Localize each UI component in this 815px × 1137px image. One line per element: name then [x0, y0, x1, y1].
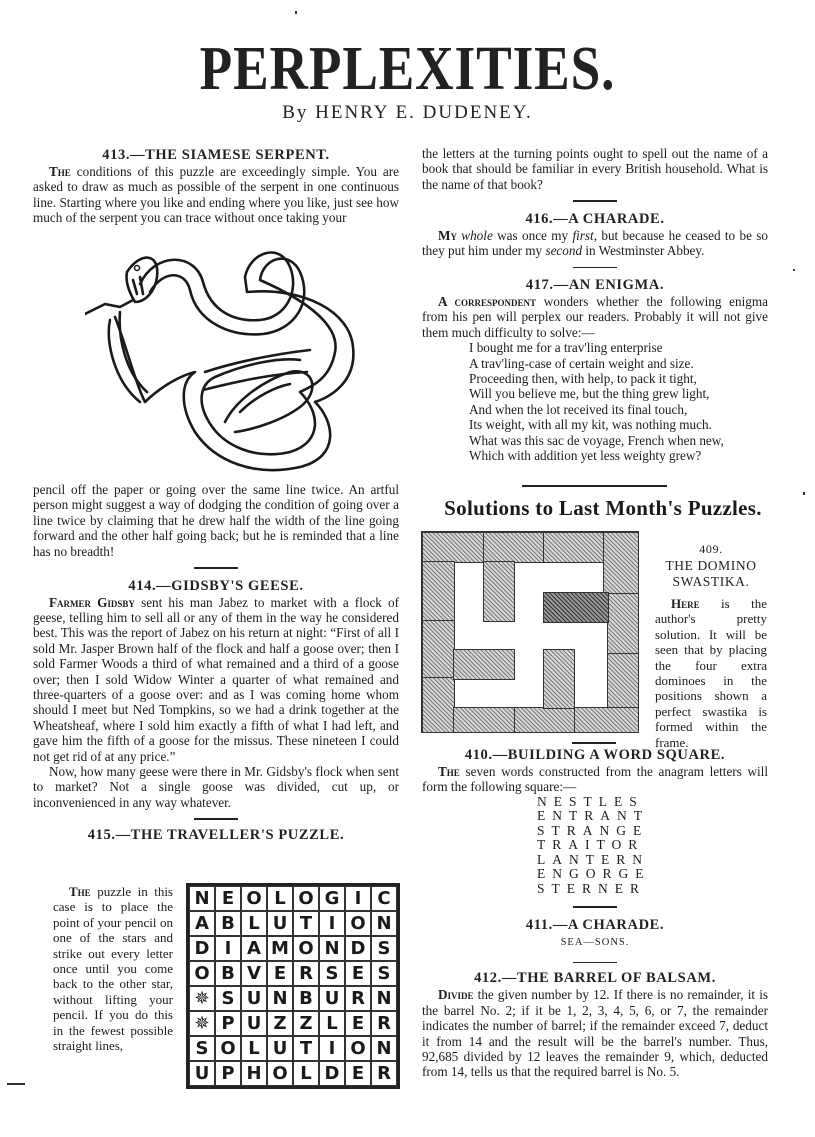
puzzle-417-text: [422, 294, 768, 340]
puzzle-416: [422, 210, 768, 259]
verse-line: Its weight, with all my kit, was nothing much.: [469, 417, 712, 433]
lead-word: Farmer Gidsby: [49, 594, 135, 610]
solution-411-answer: SEA—SONS.: [560, 936, 630, 948]
italic-word: first,: [572, 227, 597, 243]
grid-letter-cell: U: [319, 986, 345, 1011]
word-square-row: TRAITOR: [537, 837, 645, 853]
puzzle-415-text-block: [53, 884, 173, 1053]
verse-line: Proceeding then, with help, to pack it tight,: [469, 371, 697, 387]
grid-letter-cell: D: [345, 936, 371, 961]
text-run: in Westminster Abbey.: [585, 243, 705, 259]
solution-410: [422, 746, 768, 1080]
puzzle-415-text: [53, 884, 173, 1053]
text-run: but because he ceased to be so they put him under my: [422, 227, 768, 259]
grid-letter-cell: V: [241, 961, 267, 986]
star-cell: ✵: [189, 986, 215, 1011]
grid-letter-cell: C: [371, 886, 397, 911]
puzzle-415-body: puzzle in this case is to place the point of your pencil on one of the stars and strike out every letter once until you come back to the other star, without lifting your pencil. If you do this in the fewest possible straight lines,: [53, 884, 173, 1054]
domino: [574, 707, 639, 733]
puzzle-415-continuation: the letters at the turning points ought to spell out the name of a book that should be familiar in every British household. What is the name of that book?: [422, 146, 768, 192]
puzzle-413-text-continued: pencil off the paper or going over the same line twice. An artful person might suggest a way of dodging the condition of going over a line twice by claiming that he drew half the width of the line going forward and the other half going back; but he is reminded that a line has no breadth!: [33, 482, 399, 559]
grid-letter-cell: T: [293, 1036, 319, 1061]
italic-word: whole: [461, 227, 493, 243]
lead-word: The: [69, 884, 91, 899]
grid-letter-cell: L: [241, 1036, 267, 1061]
puzzle-413: [33, 146, 399, 226]
serpent-illustration: [85, 232, 395, 477]
grid-letter-cell: S: [215, 986, 241, 1011]
grid-letter-cell: U: [241, 986, 267, 1011]
grid-letter-cell: I: [319, 911, 345, 936]
solution-412-heading: 412.—THE BARREL OF BALSAM.: [474, 970, 716, 987]
grid-letter-cell: E: [215, 886, 241, 911]
domino: [422, 620, 455, 679]
serpent-eye: [135, 266, 140, 271]
solution-410-body: seven words constructed from the anagram letters will form the following square:—: [422, 764, 768, 795]
grid-letter-cell: S: [319, 961, 345, 986]
solution-410-text: [422, 764, 768, 795]
word-square-row: STRANGE: [537, 822, 649, 838]
domino: [422, 532, 485, 563]
puzzle-417-body: wonders whether the following enigma from his pen will perplex our readers. Probably it will not give them much difficulty to solve:—: [422, 294, 768, 340]
lead-word: My: [438, 227, 457, 243]
grid-letter-cell: N: [371, 1036, 397, 1061]
grid-letter-cell: B: [293, 986, 319, 1011]
serpent-body-outer: [115, 253, 353, 471]
word-square-row: ENGORGE: [537, 866, 651, 882]
lead-word: The: [438, 764, 460, 779]
solution-409-number: 409.: [699, 542, 723, 556]
grid-letter-cell: R: [371, 1011, 397, 1036]
italic-word: second: [545, 243, 583, 259]
grid-letter-cell: O: [189, 961, 215, 986]
domino-swastika-diagram: [421, 531, 639, 733]
grid-letter-cell: O: [293, 886, 319, 911]
grid-letter-cell: N: [371, 911, 397, 936]
domino: [543, 532, 605, 563]
word-square-row: ENTRANT: [537, 808, 649, 824]
solution-410-heading: 410.—BUILDING A WORD SQUARE.: [464, 747, 726, 763]
puzzle-413-heading: 413.—THE SIAMESE SERPENT.: [102, 147, 330, 163]
extra-domino: [483, 561, 515, 622]
lead-word: Divide: [438, 987, 474, 1003]
grid-letter-cell: U: [267, 911, 293, 936]
puzzle-414-question: Now, how many geese were there in Mr. Gidsby's flock when sent to market? Not a single goose was divided, cut up, or inconvenienced in any way whatever.: [33, 764, 399, 810]
grid-letter-cell: G: [319, 886, 345, 911]
word-square-row: NESTLES: [537, 793, 644, 809]
puzzle-414: [33, 577, 399, 811]
domino: [483, 532, 545, 563]
scan-speck: [803, 492, 805, 495]
extra-domino: [453, 649, 515, 680]
grid-letter-cell: S: [189, 1036, 215, 1061]
solution-412-body: the given number by 12. If there is no remainder, it is the barrel No. 2; if it be 1, 2, 3, 4, 5, 6, or 7, the remainder indicates the number of barrel; if the remainder exceed 7, deduct it from 14 and the result will be the barrel's number. Thus, 92,685 divided by 12 leaves the remainder 9, which, deducted from 14, tells us that the required barrel is No. 5.: [422, 987, 768, 1080]
grid-letter-cell: O: [215, 1036, 241, 1061]
grid-letter-cell: D: [189, 936, 215, 961]
grid-letter-cell: P: [215, 1011, 241, 1036]
puzzle-413-text: [33, 164, 399, 226]
puzzle-414-heading: 414.—GIDSBY'S GEESE.: [128, 577, 304, 594]
domino: [603, 532, 639, 595]
grid-letter-cell: O: [345, 1036, 371, 1061]
grid-letter-cell: P: [215, 1061, 241, 1086]
verse-line: A trav'ling-case of certain weight and size.: [469, 355, 694, 371]
grid-letter-cell: N: [267, 986, 293, 1011]
enigma-verse: [469, 340, 768, 463]
puzzle-416-text: [422, 228, 768, 259]
grid-letter-cell: S: [371, 936, 397, 961]
verse-line: I bought me for a trav'ling enterprise: [469, 340, 663, 356]
domino: [514, 707, 576, 733]
grid-letter-cell: Z: [293, 1011, 319, 1036]
word-square: [537, 795, 768, 897]
grid-letter-cell: H: [241, 1061, 267, 1086]
grid-letter-cell: B: [215, 911, 241, 936]
right-column: [422, 146, 768, 464]
grid-letter-cell: N: [371, 986, 397, 1011]
page-title: PERPLEXITIES.: [199, 35, 616, 103]
grid-letter-cell: U: [241, 1011, 267, 1036]
grid-letter-cell: I: [319, 1036, 345, 1061]
left-column: [33, 146, 399, 226]
serpent-tongue: [85, 300, 133, 314]
grid-letter-cell: R: [293, 961, 319, 986]
solution-412-text: [422, 987, 768, 1079]
scan-mark: [7, 1083, 25, 1085]
grid-letter-cell: L: [293, 1061, 319, 1086]
extra-domino: [543, 592, 609, 623]
grid-letter-cell: R: [345, 986, 371, 1011]
solution-411-heading: 411.—A CHARADE.: [525, 916, 665, 933]
puzzle-417-heading: 417.—AN ENIGMA.: [525, 277, 665, 294]
solution-409-body: is the author's pretty solution. It will be seen that by placing the four extra dominoes in the positions shown a perfect swastika is formed within the frame.: [655, 596, 767, 750]
grid-letter-cell: I: [345, 886, 371, 911]
puzzle-413-body: conditions of this puzzle are exceedingly simple. You are asked to draw as much as possible of the serpent in one continuous line. Starting where you like and ending where you like, just see how much of the serpent you can trace without once taking your: [33, 164, 399, 226]
verse-line: Which with addition yet less weighty grew?: [469, 448, 702, 464]
grid-letter-cell: N: [319, 936, 345, 961]
puzzle-416-heading: 416.—A CHARADE.: [525, 210, 665, 227]
solution-409-heading: THE DOMINO SWASTIKA.: [665, 558, 757, 589]
grid-letter-cell: Z: [267, 1011, 293, 1036]
word-square-row: STERNER: [537, 880, 647, 896]
solutions-title: Solutions to Last Month's Puzzles.: [444, 496, 762, 520]
grid-letter-cell: U: [189, 1061, 215, 1086]
grid-letter-cell: O: [267, 1061, 293, 1086]
scan-speck: [793, 269, 795, 271]
puzzle-415-heading: 415.—THE TRAVELLER'S PUZZLE.: [87, 826, 345, 843]
serpent-coil: [225, 371, 312, 432]
grid-letter-cell: A: [189, 911, 215, 936]
left-column-lower: [33, 482, 399, 844]
grid-letter-cell: E: [345, 1061, 371, 1086]
extra-domino: [543, 649, 575, 709]
author-byline: By HENRY E. DUDENEY.: [282, 102, 533, 123]
grid-letter-cell: S: [371, 961, 397, 986]
section-divider: [572, 742, 616, 744]
solution-409: [655, 540, 767, 750]
grid-letter-cell: E: [267, 961, 293, 986]
puzzle-414-body: sent his man Jabez to market with a flock of geese, telling him to sell all or any of them in the way he considered best. This was the report of Jabez on his return at night: “First of all I sold Mr. Jasper Brown half of the flock and half a goose over; then I sold Farmer Woods a third of what remained and a third of a goose over; then I sold Widow Winter a quarter of what remained and three-quarters of a goose over: and as I was coming home whom should I meet but Ned Tompkins, so we had a drink together at the Wheatsheaf, where I sold him exactly a fifth of what I had left, and gave him the fifth of a goose for the missus. These nineteen I could not get rid of at any price.”: [33, 594, 399, 764]
domino: [422, 561, 455, 622]
solutions-divider: [522, 485, 667, 487]
text-run: was once my: [497, 227, 569, 243]
grid-letter-cell: I: [215, 936, 241, 961]
grid-letter-cell: O: [345, 911, 371, 936]
grid-letter-cell: L: [241, 911, 267, 936]
domino: [422, 677, 455, 733]
grid-letter-cell: B: [215, 961, 241, 986]
grid-letter-cell: N: [189, 886, 215, 911]
solution-409-text: [655, 596, 767, 750]
verse-line: What was this sac de voyage, French when new,: [469, 432, 724, 448]
lead-word: The: [49, 164, 71, 179]
grid-letter-cell: O: [293, 936, 319, 961]
scan-speck: [295, 11, 297, 14]
star-cell: ✵: [189, 1011, 215, 1036]
verse-line: Will you believe me, but the thing grew light,: [469, 386, 710, 402]
grid-letter-cell: E: [345, 1011, 371, 1036]
serpent-cross-band: [203, 350, 310, 390]
grid-letter-cell: R: [371, 1061, 397, 1086]
serpent-body-inner: [150, 259, 336, 455]
puzzle-417: [422, 276, 768, 463]
traveller-letter-grid: [186, 883, 400, 1089]
grid-letter-cell: E: [345, 961, 371, 986]
grid-letter-cell: T: [293, 911, 319, 936]
grid-letter-cell: D: [319, 1061, 345, 1086]
grid-letter-cell: L: [319, 1011, 345, 1036]
grid-letter-cell: O: [241, 886, 267, 911]
lead-word: Here: [671, 596, 700, 611]
puzzle-414-text: [33, 595, 399, 764]
domino: [453, 707, 516, 733]
word-square-row: LANTERN: [537, 851, 649, 867]
grid-letter-cell: M: [267, 936, 293, 961]
grid-letter-cell: U: [267, 1036, 293, 1061]
lead-word: A correspondent: [438, 294, 537, 310]
grid-letter-cell: A: [241, 936, 267, 961]
grid-letter-cell: L: [267, 886, 293, 911]
verse-line: And when the lot received its final touch,: [469, 401, 688, 417]
domino: [607, 593, 639, 655]
domino: [607, 653, 639, 715]
